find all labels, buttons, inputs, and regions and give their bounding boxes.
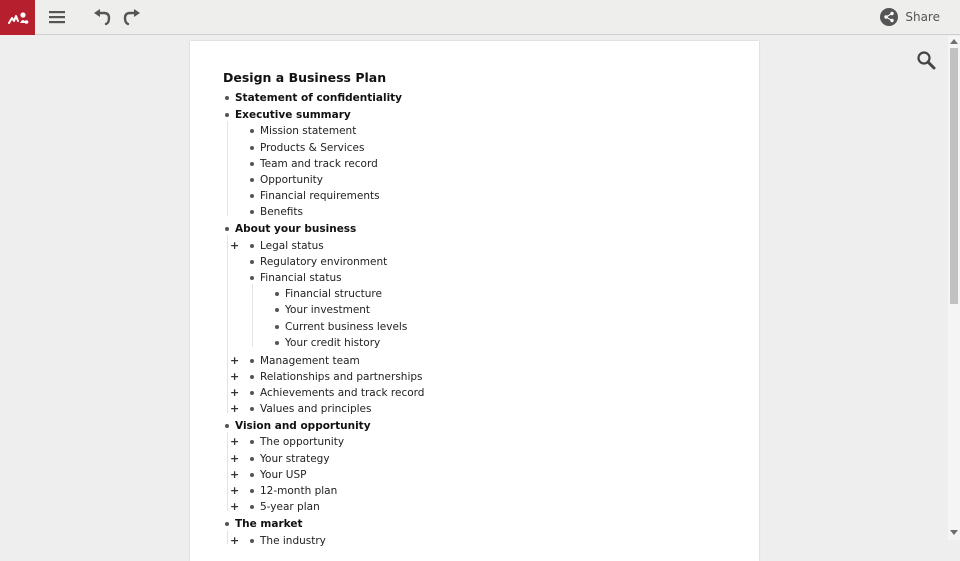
scroll-down-arrow-icon[interactable]: [950, 530, 958, 535]
app-logo[interactable]: [0, 0, 35, 35]
outline-topic[interactable]: [230, 434, 345, 450]
outline-topic[interactable]: [275, 319, 407, 335]
share-label: Share: [905, 10, 940, 24]
bullet-icon: [250, 375, 254, 379]
outline-topic-label: Your investment: [285, 304, 371, 317]
outline-topic-label: The industry: [260, 534, 326, 547]
expand-plus-icon[interactable]: +: [230, 467, 240, 481]
bullet-icon: [250, 505, 254, 509]
outline-topic[interactable]: [230, 467, 307, 483]
bullet-icon: [250, 244, 254, 248]
outline-topic-label: 12-month plan: [260, 485, 338, 497]
document-title[interactable]: Design a Business Plan: [223, 70, 387, 85]
outline-guide-line: [227, 530, 228, 544]
outline-topic[interactable]: [230, 385, 425, 401]
outline-guide-line: [227, 121, 228, 216]
outline-document: [190, 41, 759, 561]
bullet-icon: [225, 227, 229, 231]
outline-topic-label: Mission statement: [260, 125, 357, 138]
bullet-icon: [275, 308, 279, 312]
outline-topic[interactable]: [225, 418, 371, 434]
bullet-icon: [250, 440, 254, 444]
outline-topic[interactable]: [230, 353, 360, 369]
undo-button[interactable]: [89, 5, 115, 29]
outline-topic-label: Regulatory environment: [260, 255, 388, 268]
outline-topic-label: The market: [235, 518, 303, 531]
bullet-icon: [250, 276, 254, 280]
outline-topic[interactable]: [230, 533, 326, 549]
outline-topic-label: Financial requirements: [260, 190, 380, 203]
bullet-icon: [250, 473, 254, 477]
bullet-icon: [250, 539, 254, 543]
scrollbar-thumb[interactable]: [950, 48, 958, 304]
expand-plus-icon[interactable]: +: [230, 238, 240, 252]
expand-plus-icon[interactable]: +: [230, 385, 240, 399]
outline-topic[interactable]: [250, 204, 303, 220]
outline-topic-label: Products & Services: [260, 141, 365, 154]
outline-topic[interactable]: [275, 335, 380, 351]
bullet-icon: [250, 260, 254, 264]
outline-topic-label: Financial structure: [285, 288, 382, 301]
outline-guide-line: [252, 284, 253, 347]
undo-icon: [93, 9, 111, 25]
bullet-icon: [275, 325, 279, 329]
outline-topic[interactable]: [250, 156, 378, 172]
outline-topic[interactable]: [250, 254, 387, 270]
outline-topic-label: Management team: [260, 354, 360, 367]
mindomo-logo-icon: [7, 9, 29, 27]
outline-topic[interactable]: [230, 238, 324, 254]
outline-topic[interactable]: [230, 483, 338, 499]
outline-topic-label: Legal status: [260, 239, 324, 252]
bullet-icon: [250, 162, 254, 166]
outline-topic[interactable]: [225, 221, 356, 237]
outline-topic[interactable]: [225, 107, 351, 123]
bullet-icon: [250, 129, 254, 133]
outline-topic-label: Team and track record: [260, 157, 378, 170]
outline-topic-label: Opportunity: [260, 173, 324, 186]
bullet-icon: [250, 146, 254, 150]
bullet-icon: [225, 522, 229, 526]
bullet-icon: [250, 210, 254, 214]
search-icon: [916, 50, 936, 70]
scroll-up-arrow-icon[interactable]: [950, 39, 958, 44]
expand-plus-icon[interactable]: +: [230, 533, 240, 547]
bullet-icon: [250, 359, 254, 363]
expand-plus-icon[interactable]: +: [230, 402, 240, 416]
outline-topic-label: Your credit history: [285, 336, 381, 349]
outline-topic-label: The opportunity: [260, 436, 345, 449]
outline-topic[interactable]: [250, 270, 342, 286]
share-button[interactable]: [880, 7, 940, 27]
outline-topic-label: Executive summary: [235, 109, 351, 122]
outline-guide-line: [227, 235, 228, 413]
outline-topic[interactable]: [275, 286, 382, 302]
outline-topic-label: Your USP: [260, 468, 307, 481]
outline-topic-label: Statement of confidentiality: [235, 92, 403, 104]
outline-topic-label: Benefits: [260, 206, 303, 219]
outline-topic-label: 5-year plan: [260, 501, 320, 514]
expand-plus-icon[interactable]: +: [230, 500, 240, 514]
outline-topic[interactable]: [250, 172, 323, 188]
bullet-icon: [250, 489, 254, 493]
bullet-icon: [250, 457, 254, 461]
bullet-icon: [225, 113, 229, 117]
outline-topic[interactable]: [275, 302, 370, 318]
share-icon: [880, 8, 898, 26]
outline-topic[interactable]: [250, 188, 380, 204]
outline-topic-label: Financial status: [260, 272, 342, 284]
outline-topic[interactable]: [250, 123, 356, 139]
bullet-icon: [225, 96, 229, 100]
outline-topic[interactable]: [230, 401, 372, 417]
outline-guide-line: [227, 432, 228, 511]
bullet-icon: [275, 292, 279, 296]
outline-topic-label: About your business: [235, 223, 357, 236]
bullet-icon: [250, 407, 254, 411]
redo-button[interactable]: [119, 5, 145, 29]
outline-topic[interactable]: [230, 451, 330, 467]
bullet-icon: [250, 178, 254, 182]
vertical-scrollbar[interactable]: [948, 36, 960, 540]
hamburger-menu-icon: [49, 10, 65, 24]
outline-topic-label: Vision and opportunity: [235, 420, 371, 433]
expand-plus-icon[interactable]: +: [230, 435, 240, 449]
outline-topic-label: Values and principles: [260, 403, 372, 416]
expand-plus-icon[interactable]: +: [230, 369, 240, 383]
menu-button[interactable]: [44, 5, 70, 29]
expand-plus-icon[interactable]: +: [230, 451, 240, 465]
outline-topic-label: Relationships and partnerships: [260, 370, 423, 383]
bullet-icon: [250, 391, 254, 395]
outline-topic[interactable]: [225, 516, 302, 532]
expand-plus-icon[interactable]: +: [230, 484, 240, 497]
outline-topic-label: Your strategy: [260, 452, 330, 465]
outline-topic-label: Current business levels: [285, 320, 408, 333]
expand-plus-icon[interactable]: +: [230, 353, 240, 367]
search-button[interactable]: [916, 50, 938, 72]
outline-topic[interactable]: [230, 369, 423, 385]
bullet-icon: [275, 341, 279, 345]
top-toolbar: [0, 0, 960, 35]
outline-topic[interactable]: [250, 140, 364, 156]
outline-topic[interactable]: [225, 90, 402, 106]
redo-icon: [123, 9, 141, 25]
outline-topic[interactable]: [230, 499, 320, 515]
outline-topic-label: Achievements and track record: [260, 386, 425, 399]
bullet-icon: [250, 194, 254, 198]
bullet-icon: [225, 424, 229, 428]
